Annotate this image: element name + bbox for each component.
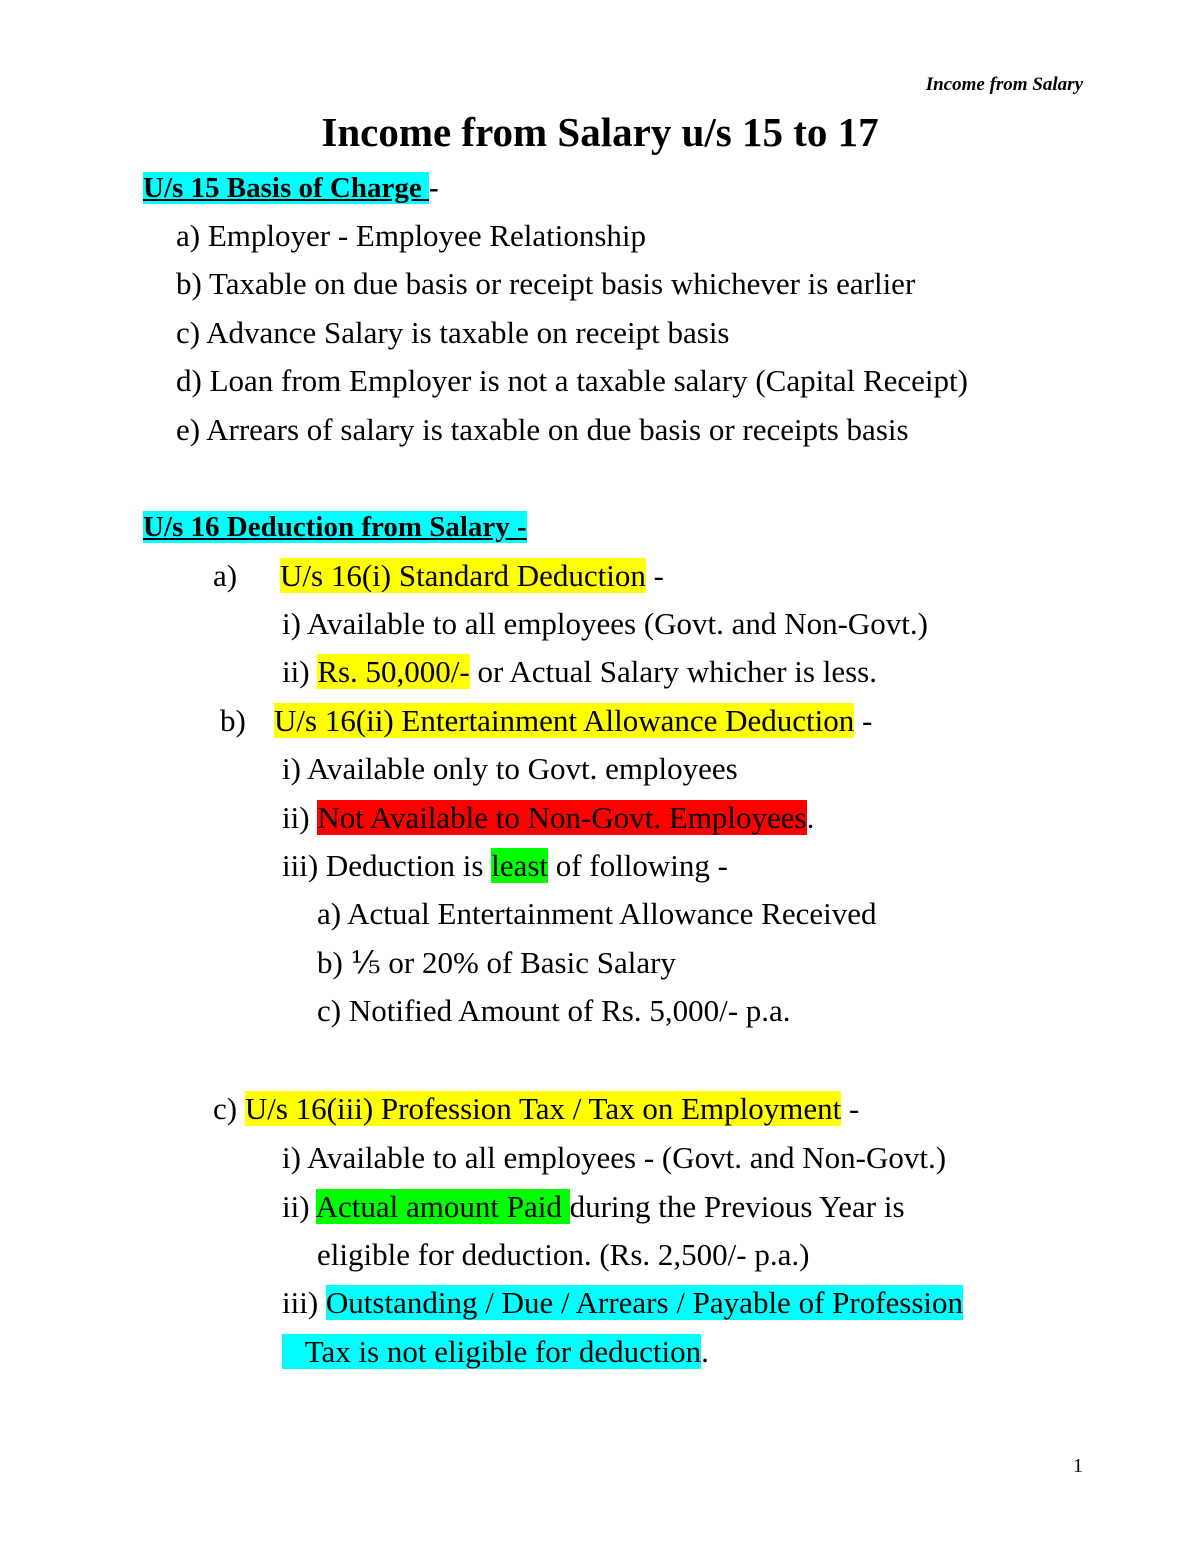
s15-item-c: c) Advance Salary is taxable on receipt basis [176, 315, 730, 350]
section-15-heading [143, 168, 439, 208]
s16c-item-ii-highlight: Actual amount Paid [315, 1189, 570, 1224]
s16b-item-ii-highlight: Not Available to Non-Govt. Employees [317, 800, 807, 835]
s15-item-b: b) Taxable on due basis or receipt basis whichever is earlier [176, 266, 916, 301]
page-title: Income from Salary u/s 15 to 17 [321, 109, 879, 155]
s16c-item-iii-cont-rest: . [701, 1334, 709, 1369]
s15-item-d: d) Loan from Employer is not a taxable salary (Capital Receipt) [176, 363, 968, 398]
s16c-item-iii-marker: iii) [282, 1285, 326, 1320]
s16c-item-iii-cont [282, 1332, 709, 1372]
s16b-sub-b: b) ⅕ or 20% of Basic Salary [317, 945, 676, 980]
s16c-item-iii-highlight: Outstanding / Due / Arrears / Payable of Profession [325, 1285, 964, 1320]
section-16-heading-text: U/s 16 Deduction from Salary - [143, 511, 527, 543]
s16b-heading-dash: - [854, 703, 873, 738]
s16b-item-iii-pre: iii) Deduction is [282, 848, 492, 883]
s16b-item-iii [282, 846, 728, 886]
section-16-heading [143, 507, 527, 547]
s16a-marker: a) [213, 558, 238, 593]
s16a-heading-dash: - [645, 558, 664, 593]
s16c-item-i: i) Available to all employees - (Govt. and Non-Govt.) [282, 1140, 947, 1175]
s16b-item-ii-marker: ii) [282, 800, 318, 835]
s16a-heading [280, 556, 664, 596]
s16b-item-ii [282, 798, 814, 838]
s16c-heading-dash: - [841, 1091, 860, 1126]
section-15-heading-text: U/s 15 Basis of Charge [143, 172, 429, 204]
s16b-item-i: i) Available only to Govt. employees [282, 751, 738, 786]
s16b-item-iii-rest: of following - [548, 848, 728, 883]
running-header: Income from Salary [925, 74, 1083, 95]
s16b-marker: b) [220, 703, 246, 738]
s16c-item-ii-rest: during the Previous Year is [569, 1189, 905, 1224]
s16a-item-ii [282, 652, 877, 692]
s16c-item-ii-cont: eligible for deduction. (Rs. 2,500/- p.a.) [317, 1237, 810, 1272]
s16a-item-ii-highlight: Rs. 50,000/- [317, 654, 470, 689]
s15-item-a: a) Employer - Employee Relationship [176, 218, 647, 253]
s16c-item-ii [282, 1187, 905, 1227]
s16b-heading-text: U/s 16(ii) Entertainment Allowance Deduction [274, 703, 855, 738]
s16c-item-ii-marker: ii) [282, 1189, 316, 1224]
page-number: 1 [1073, 1455, 1083, 1477]
s16a-item-i: i) Available to all employees (Govt. and Non-Govt.) [282, 606, 928, 641]
s16c-heading-text: U/s 16(iii) Profession Tax / Tax on Employment [244, 1091, 842, 1126]
s15-item-e: e) Arrears of salary is taxable on due basis or receipts basis [176, 412, 909, 447]
s16c-item-iii-cont-highlight: Tax is not eligible for deduction [282, 1334, 702, 1369]
s16c-marker: c) [213, 1091, 245, 1126]
s16c-item-iii [282, 1283, 963, 1323]
s16b-sub-a: a) Actual Entertainment Allowance Received [317, 896, 877, 931]
s16a-item-ii-marker: ii) [282, 654, 318, 689]
s16b-item-iii-highlight: least [491, 848, 549, 883]
s16c-heading [213, 1089, 859, 1129]
s16a-heading-text: U/s 16(i) Standard Deduction [280, 558, 646, 593]
s16b-heading [274, 701, 872, 741]
s16b-sub-c: c) Notified Amount of Rs. 5,000/- p.a. [317, 993, 791, 1028]
s16a-item-ii-rest: or Actual Salary whicher is less. [469, 654, 877, 689]
s16b-item-ii-rest: . [806, 800, 815, 835]
section-15-heading-dash: - [428, 172, 439, 204]
